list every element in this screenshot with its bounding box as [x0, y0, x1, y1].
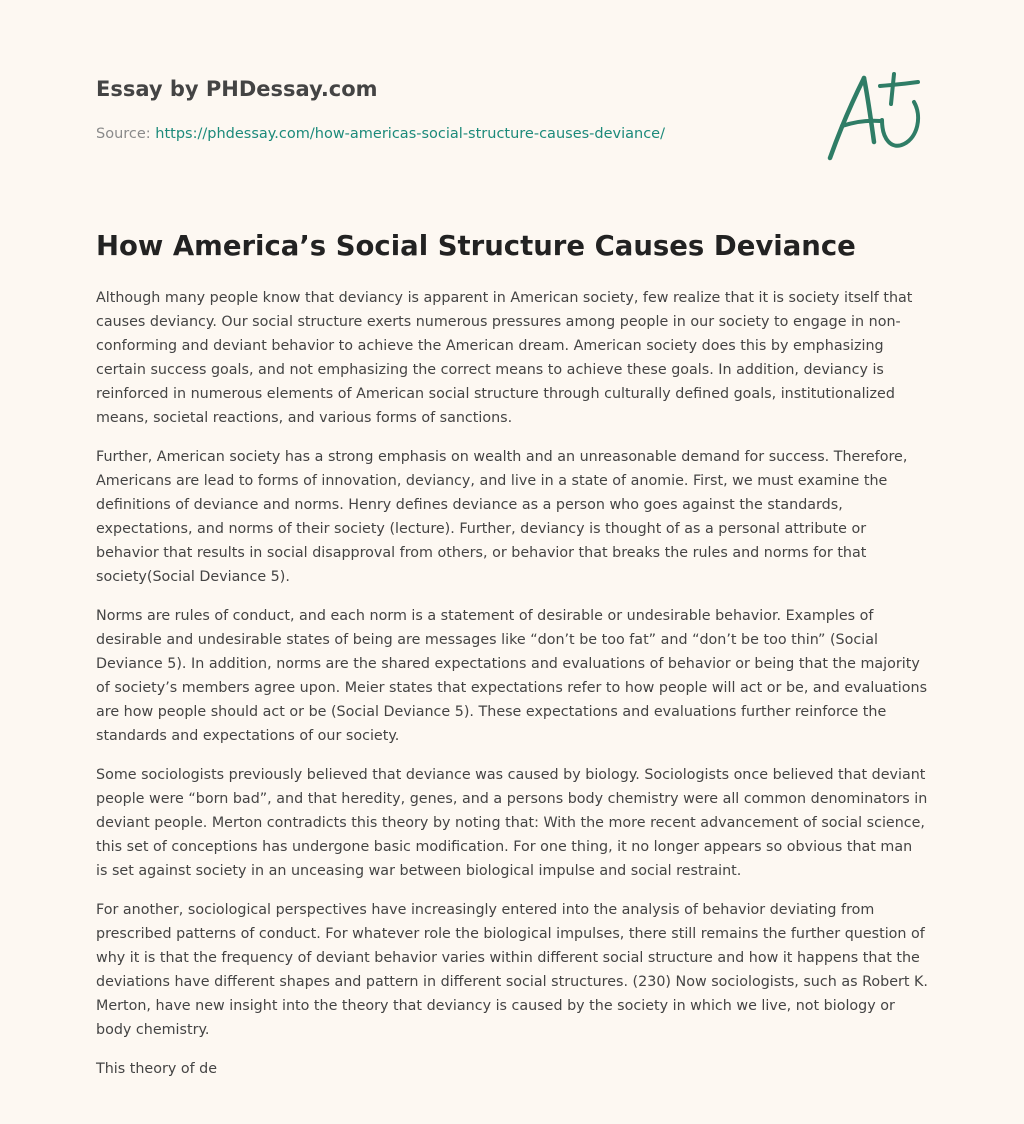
essay-paragraph: Norms are rules of conduct, and each norm is a statement of desirable or undesirable behavior. Examples of desirable and undesirable states of being are messages like “don’t be too fat” and “don’t be too thin” (Social Deviance 5). In addition, norms are the shared expectations and evaluations of behavior or being that the majority of society’s members agree upon. Meier states that expectations refer to how people will act or be, and evaluations are how people should act or be (Social Deviance 5). These expectations and evaluations further reinforce the standards and expectations of our society. [96, 608, 928, 744]
essay-paragraph: Although many people know that deviancy is apparent in American society, few realize that it is society itself that causes deviancy. Our social structure exerts numerous pressures among people in our society to engage in non-conforming and deviant behavior to achieve the American dream. American society does this by emphasizing certain success goals, and not emphasizing the correct means to achieve these goals. In addition, deviancy is reinforced in numerous elements of American social structure through culturally defined goals, institutionalized means, societal reactions, and various forms of sanctions. [96, 290, 913, 426]
source-line [96, 124, 796, 144]
essay-paragraph: Further, American society has a strong emphasis on wealth and an unreasonable demand for success. Therefore, Americans are lead to forms of innovation, deviancy, and live in a state of anomie. First, we must examine the definitions of deviance and norms. Henry defines deviance as a person who goes against the standards, expectations, and norms of their society (lecture). Further, deviancy is thought of as a personal attribute or behavior that results in social disapproval from others, or behavior that breaks the rules and norms for that society(Social Deviance 5). [96, 449, 908, 585]
essay-paragraph: Some sociologists previously believed that deviance was caused by biology. Sociologists once believed that deviant people were “born bad”, and that heredity, genes, and a persons body chemistry were all common denominators in deviant people. Merton contradicts this theory by noting that: With the more recent advancement of social science, this set of conceptions has undergone basic modification. For one thing, it no longer appears so obvious that man is set against society in an unceasing war between biological impulse and social restraint. [96, 767, 928, 879]
source-link[interactable]: https://phdessay.com/how-americas-social-structure-causes-deviance/ [155, 126, 665, 142]
essay-body [96, 286, 928, 1096]
essay-paragraph-truncated: This theory of de [96, 1061, 218, 1077]
essay-title: How America’s Social Structure Causes Deviance [96, 230, 856, 262]
site-brand: Essay by PHDessay.com [96, 77, 378, 101]
source-label: Source: [96, 126, 151, 142]
page-header [96, 74, 796, 144]
a-plus-logo-icon [818, 68, 930, 166]
essay-paragraph: For another, sociological perspectives have increasingly entered into the analysis of behavior deviating from prescribed patterns of conduct. For whatever role the biological impulses, there still remains the further question of why it is that the frequency of deviant behavior varies within different social structure and how it happens that the deviations have different shapes and pattern in different social structures. (230) Now sociologists, such as Robert K. Merton, have new insight into the theory that deviancy is caused by the society in which we live, not biology or body chemistry. [96, 902, 928, 1038]
